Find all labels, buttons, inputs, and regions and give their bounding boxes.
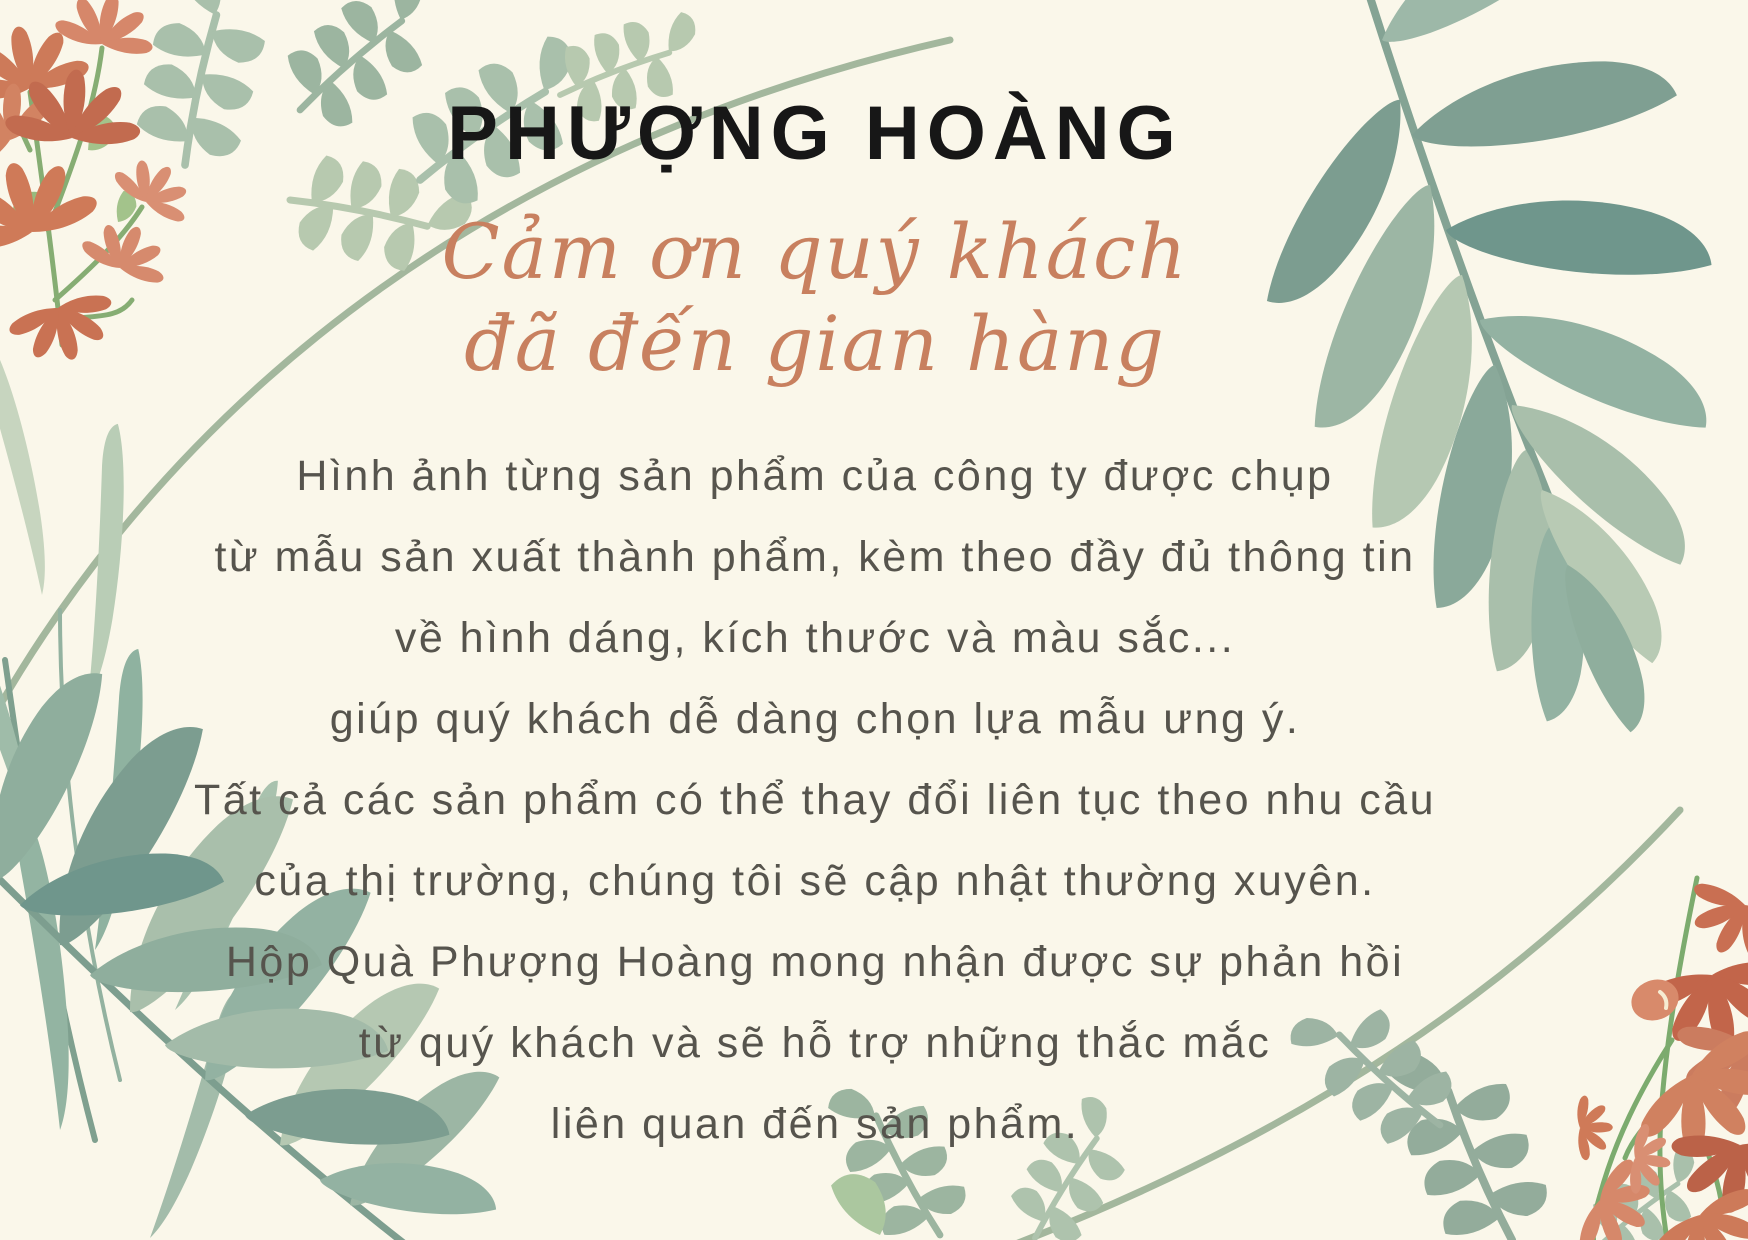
greeting-line-2: đã đến gian hàng bbox=[464, 299, 1166, 388]
greeting-heading bbox=[0, 206, 1630, 390]
body-line: liên quan đến sản phẩm. bbox=[550, 1100, 1080, 1148]
body-line: của thị trường, chúng tôi sẽ cập nhật thường xuyên. bbox=[254, 857, 1376, 905]
body-paragraph bbox=[0, 436, 1630, 1165]
brand-title: PHƯỢNG HOÀNG bbox=[447, 91, 1183, 176]
body-line: từ quý khách và sẽ hỗ trợ những thắc mắc bbox=[358, 1019, 1272, 1067]
body-line: Hình ảnh từng sản phẩm của công ty được chụp bbox=[296, 452, 1334, 500]
body-line: Tất cả các sản phẩm có thể thay đổi liên tục theo nhu cầu bbox=[193, 776, 1437, 824]
body-line: giúp quý khách dễ dàng chọn lựa mẫu ưng ý. bbox=[329, 695, 1301, 743]
body-line: từ mẫu sản xuất thành phẩm, kèm theo đầy đủ thông tin bbox=[214, 533, 1416, 581]
greeting-line-1: Cảm ơn quý khách bbox=[441, 207, 1189, 296]
body-line: Hộp Quà Phượng Hoàng mong nhận được sự phản hồi bbox=[225, 938, 1405, 986]
body-line: về hình dáng, kích thước và màu sắc... bbox=[394, 614, 1236, 662]
